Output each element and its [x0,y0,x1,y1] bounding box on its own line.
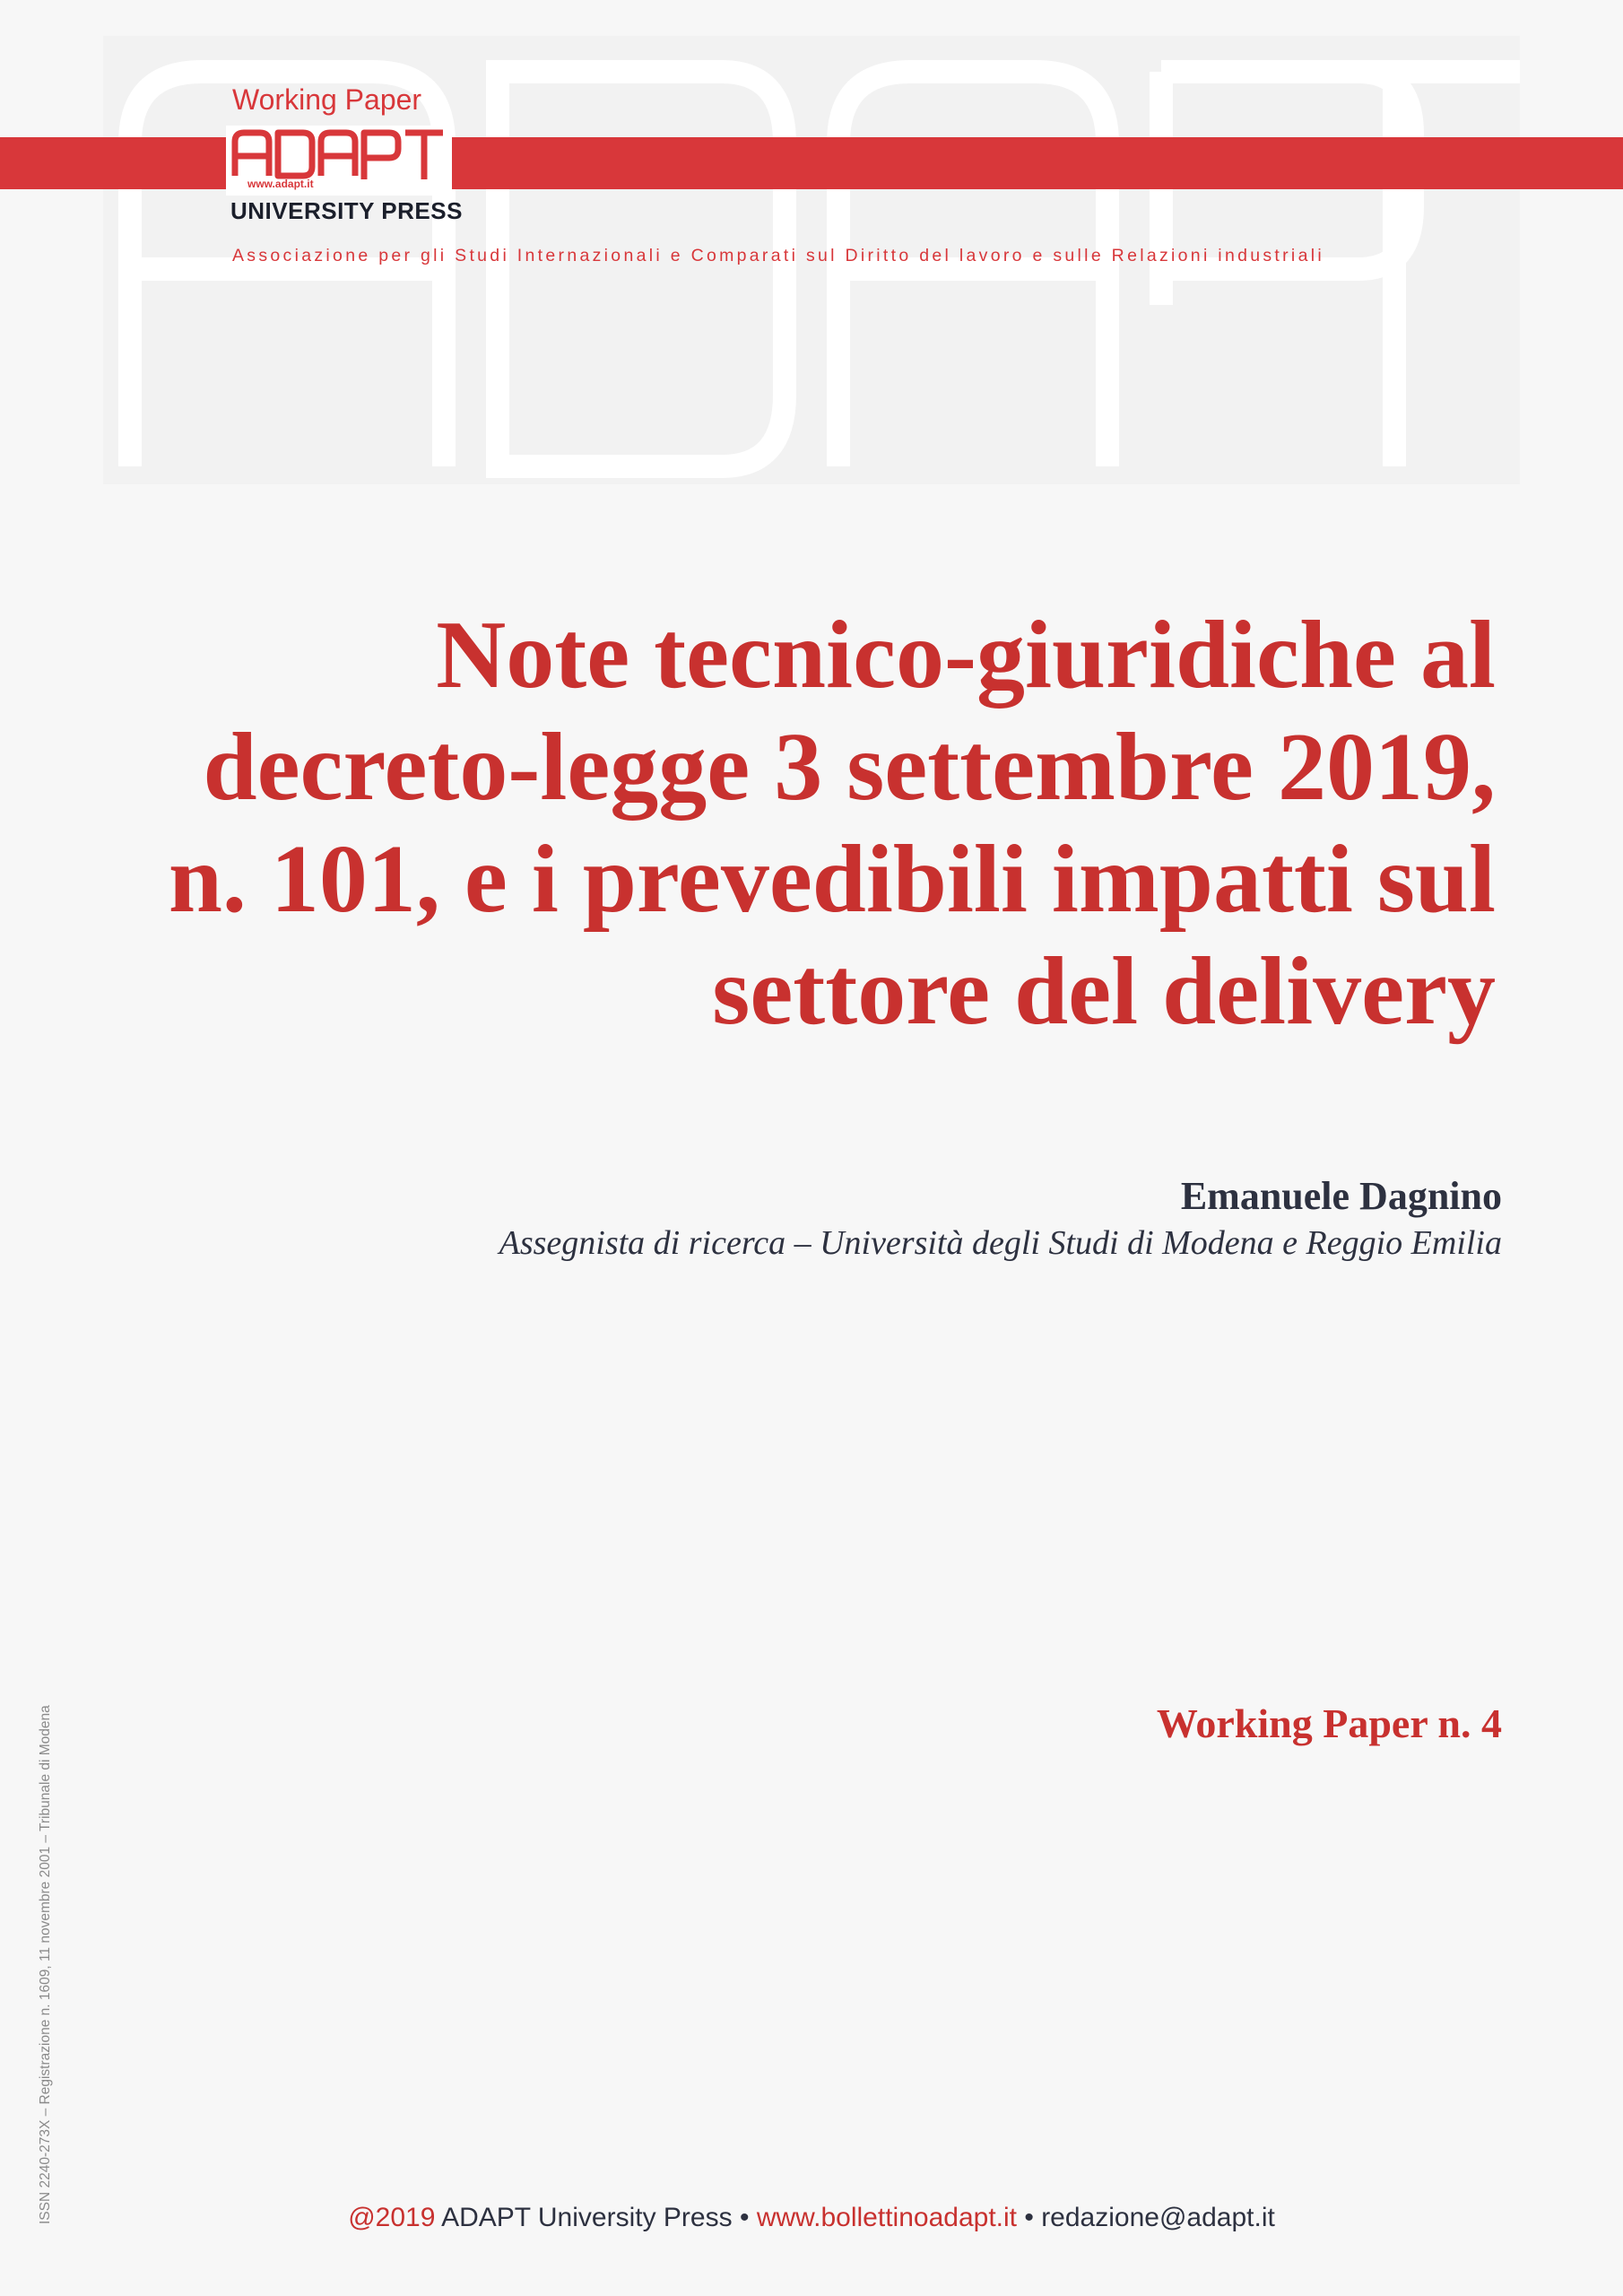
association-tagline: Associazione per gli Studi Internazionali e Comparati sul Diritto del lavoro e sulle Relazioni industriali [232,246,1324,265]
title-line: Note tecnico-giuridiche al [436,602,1496,709]
footer-copyright: @2019 [348,2203,436,2232]
title-line: n. 101, e i prevedibili impatti sul [168,826,1496,933]
footer-website-link[interactable]: www.bollettinoadapt.it [756,2203,1017,2232]
footer [0,2203,1623,2233]
press-name: UNIVERSITY PRESS [230,197,463,224]
title-line: decreto-legge 3 settembre 2019, [203,714,1496,821]
footer-publisher: ADAPT University Press [441,2203,733,2232]
logo-url: www.adapt.it [247,178,314,190]
paper-title [61,599,1496,1048]
footer-separator: • [739,2203,750,2232]
title-line: settore del delivery [712,938,1496,1045]
footer-email-link[interactable]: redazione@adapt.it [1041,2203,1275,2232]
issn-registration-note: ISSN 2240-273X – Registrazione n. 1609, 11 novembre 2001 – Tribunale di Modena [38,1705,53,2224]
footer-separator: • [1024,2203,1034,2232]
working-paper-label: Working Paper [232,83,422,116]
author-name: Emanuele Dagnino [1180,1174,1502,1218]
author-affiliation: Assegnista di ricerca – Università degli Studi di Modena e Reggio Emilia [499,1224,1502,1262]
working-paper-number: Working Paper n. 4 [1156,1700,1502,1746]
